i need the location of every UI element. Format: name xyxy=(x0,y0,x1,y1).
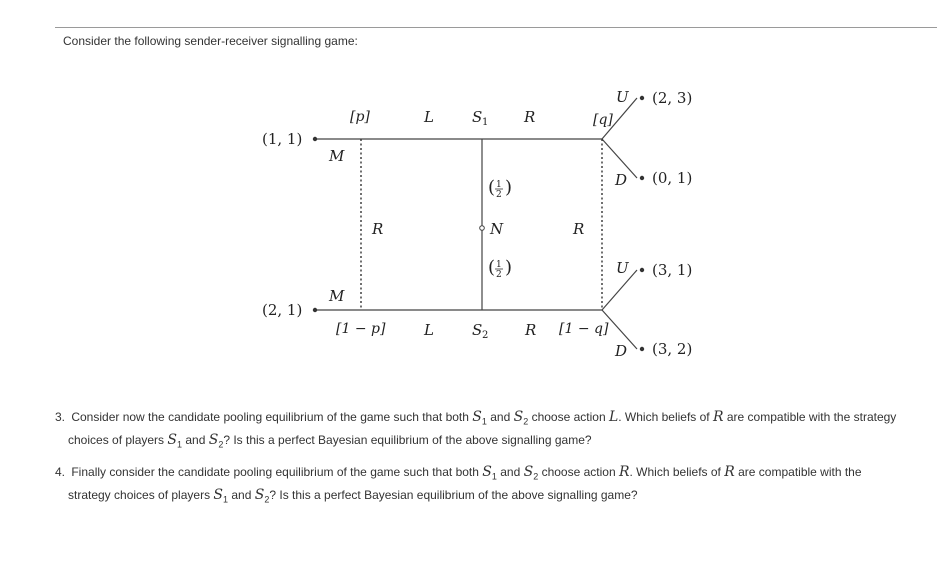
svg-text:1: 1 xyxy=(496,260,502,270)
action-R-bottom: R xyxy=(525,321,537,339)
question-3: 3. Consider now the candidate pooling equilibrium of the game such that both $S_1$ and $S_2$ choose action L. Which beliefs of R are compatible with the strategy choices of players $S_1$ and $S_2$? Is this a perfect Bayesian equilibrium of the above signalling game? xyxy=(55,409,897,450)
belief-one-minus-p: [1 − p] xyxy=(336,321,386,337)
nature-label: N xyxy=(490,220,504,238)
terminal-node-U-bottom xyxy=(640,268,644,272)
svg-text:2: 2 xyxy=(496,270,502,280)
belief-p: [p] xyxy=(350,109,370,125)
player-S1: S xyxy=(472,108,483,126)
terminal-node-U-top xyxy=(640,96,644,100)
player-S1-subscript: 1 xyxy=(482,117,489,128)
terminal-node-left-top xyxy=(313,137,317,141)
receiver-label-left: R xyxy=(372,220,384,238)
payoff-left-top: (1, 1) xyxy=(262,130,303,148)
payoff-D-top: (0, 1) xyxy=(652,169,693,187)
svg-text:1: 1 xyxy=(496,180,502,190)
action-L-bottom: L xyxy=(424,321,434,339)
action-L-top: L xyxy=(424,108,434,126)
svg-text:(: ( xyxy=(488,177,496,198)
action-R-top: R xyxy=(524,108,536,126)
action-D-bottom: D xyxy=(615,342,628,360)
probability-top xyxy=(488,177,512,200)
svg-text:): ) xyxy=(505,257,513,278)
action-U-top: U xyxy=(616,88,629,106)
payoff-left-bottom: (2, 1) xyxy=(262,301,303,319)
svg-text:(: ( xyxy=(488,257,496,278)
action-M-bottom: M xyxy=(329,287,345,305)
receiver-label-right: R xyxy=(573,220,585,238)
question-4: 4. Finally consider the candidate pooling equilibrium of the game such that both $S_1$ and $S_2$ choose action R. Which beliefs of R are compatible with the strategy choices of players $S_1$ and $S_2$? Is this a perfect Bayesian equilibrium of the above signalling game? xyxy=(55,464,862,505)
terminal-node-D-bottom xyxy=(640,347,644,351)
belief-q: [q] xyxy=(593,112,613,128)
probability-bottom xyxy=(488,257,512,280)
belief-one-minus-q: [1 − q] xyxy=(559,321,609,337)
action-U-bottom: U xyxy=(616,259,629,277)
action-M-top: M xyxy=(329,147,345,165)
nature-node xyxy=(480,226,485,231)
terminal-node-D-top xyxy=(640,176,644,180)
svg-text:2: 2 xyxy=(496,190,502,200)
payoff-D-bottom: (3, 2) xyxy=(652,340,693,358)
player-S2-subscript: 2 xyxy=(482,330,489,341)
svg-text:): ) xyxy=(505,177,513,198)
terminal-node-left-bottom xyxy=(313,308,317,312)
action-D-top: D xyxy=(615,171,628,189)
payoff-U-top: (2, 3) xyxy=(652,89,693,107)
player-S2: S xyxy=(472,321,483,339)
intro-text: Consider the following sender-receiver signalling game: xyxy=(63,34,358,48)
payoff-U-bottom: (3, 1) xyxy=(652,261,693,279)
